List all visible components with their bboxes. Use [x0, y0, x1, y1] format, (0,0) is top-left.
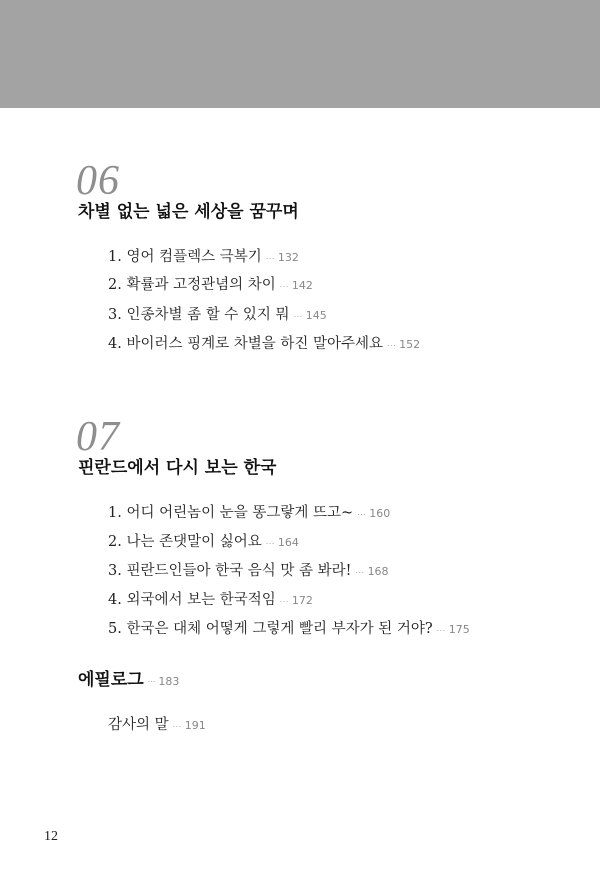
leader-dots: ... [293, 310, 303, 319]
toc-entry[interactable] [108, 593, 313, 608]
toc-entry-label: 1. 영어 컴플렉스 극복기 [108, 249, 262, 265]
leader-dots: ... [357, 508, 367, 517]
toc-entry-page: 152 [399, 338, 421, 351]
toc-entry[interactable] [108, 564, 389, 579]
toc-entry-page: 132 [277, 251, 299, 264]
leader-dots: ... [172, 720, 182, 729]
toc-entry-label: 1. 어디 어린놈이 눈을 똥그랗게 뜨고~ [108, 505, 354, 521]
toc-entry-page: 191 [184, 719, 206, 732]
toc-entry-label: 3. 핀란드인들아 한국 음식 맛 좀 봐라! [108, 563, 352, 579]
leader-dots: ... [387, 339, 397, 348]
leader-dots: ... [436, 624, 446, 633]
toc-entry-page: 142 [291, 279, 313, 292]
toc-entry-label: 감사의 말 [108, 717, 169, 733]
page-number: 12 [44, 829, 58, 844]
leader-dots: ... [265, 537, 275, 546]
toc-entry-label: 3. 인종차별 좀 할 수 있지 뭐 [108, 307, 290, 323]
toc-entry-label: 4. 외국에서 보는 한국적임 [108, 592, 276, 608]
leader-dots: ... [355, 566, 365, 575]
toc-entry-page: 172 [291, 594, 313, 607]
toc-entry-page: 164 [277, 536, 299, 549]
toc-entry[interactable] [108, 535, 299, 550]
toc-entry[interactable] [108, 718, 206, 733]
toc-entry-page: 160 [369, 507, 391, 520]
header-band [0, 0, 600, 108]
epilogue-title-row[interactable] [78, 672, 179, 689]
toc-entry-label: 4. 바이러스 핑계로 차별을 하진 말아주세요 [108, 336, 383, 352]
toc-entry[interactable] [108, 278, 313, 293]
epilogue-title: 에필로그 [78, 670, 144, 690]
toc-entry-page: 168 [367, 565, 389, 578]
leader-dots: ... [279, 280, 289, 289]
toc-entry[interactable] [108, 622, 470, 637]
toc-entry[interactable] [108, 337, 420, 352]
toc-entry-page: 175 [448, 623, 470, 636]
epilogue-page: 183 [158, 675, 180, 688]
section-number: 06 [76, 158, 120, 204]
section-title: 핀란드에서 다시 보는 한국 [78, 458, 277, 478]
toc-entry-label: 2. 확률과 고정관념의 차이 [108, 277, 276, 293]
section-number: 07 [76, 414, 120, 460]
toc-entry-label: 2. 나는 존댓말이 싫어요 [108, 534, 262, 550]
toc-entry[interactable] [108, 250, 299, 265]
toc-entry-page: 145 [305, 309, 327, 322]
toc-entry-label: 5. 한국은 대체 어떻게 그렇게 빨리 부자가 된 거야? [108, 621, 433, 637]
toc-entry[interactable] [108, 308, 327, 323]
leader-dots: ... [147, 675, 156, 684]
toc-entry[interactable] [108, 506, 390, 521]
leader-dots: ... [279, 595, 289, 604]
section-title: 차별 없는 넓은 세상을 꿈꾸며 [78, 202, 299, 222]
leader-dots: ... [265, 252, 275, 261]
